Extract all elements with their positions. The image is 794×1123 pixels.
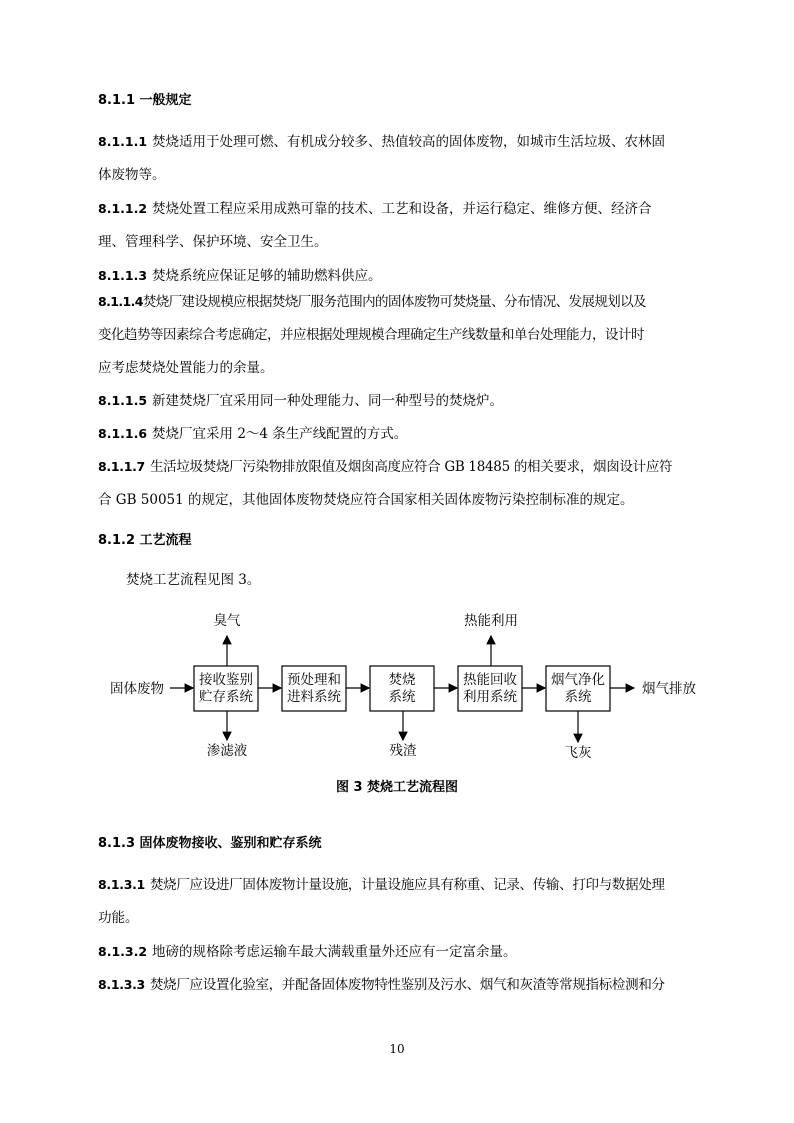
clause-8-1-3-2: 8.1.3.2 地磅的规格除考虑运输车最大满载重量外还应有一定富余量。 bbox=[98, 944, 517, 960]
clause-text: 应考虑焚烧处置能力的余量。 bbox=[98, 360, 274, 376]
box-label: 贮存系统 bbox=[199, 689, 253, 705]
box-label: 烟气净化 bbox=[551, 672, 605, 688]
box-label: 预处理和 bbox=[287, 672, 341, 688]
box-label: 接收鉴别 bbox=[199, 672, 253, 688]
label-input: 固体废物 bbox=[110, 681, 164, 697]
box-label: 利用系统 bbox=[463, 689, 517, 705]
section-heading-8-1-3: 8.1.3 固体废物接收、鉴别和贮存系统 bbox=[98, 836, 322, 851]
section-heading-8-1-1: 8.1.1 一般规定 bbox=[98, 93, 192, 108]
page-number: 10 bbox=[389, 1042, 405, 1056]
label-fly-ash: 飞灰 bbox=[564, 745, 592, 761]
clause-8-1-3-3: 8.1.3.3 焚烧厂应设置化验室，并配备固体废物特性鉴别及污水、烟气和灰渣等常规指标检测和分 bbox=[98, 977, 665, 993]
box-label: 系统 bbox=[388, 689, 416, 705]
box-label: 焚烧 bbox=[388, 672, 416, 688]
clause-8-1-1-1: 8.1.1.1 焚烧适用于处理可燃、有机成分较多、热值较高的固体废物，如城市生活垃圾、农林固 bbox=[98, 134, 666, 150]
clause-8-1-1-5: 8.1.1.5 新建焚烧厂宜采用同一种处理能力、同一种型号的焚烧炉。 bbox=[98, 393, 504, 409]
figure-caption: 图 3 焚烧工艺流程图 bbox=[335, 780, 459, 795]
clause-text: 功能。 bbox=[98, 910, 139, 926]
clause-text: 变化趋势等因素综合考虑确定，并应根据处理规模合理确定生产线数量和单台处理能力，设计时 bbox=[98, 327, 644, 343]
label-output: 烟气排放 bbox=[642, 681, 696, 697]
clause-8-1-1-7: 8.1.1.7 生活垃圾焚烧厂污染物排放限值及烟囱高度应符合 GB 18485 的相关要求，烟囱设计应符 bbox=[98, 459, 673, 475]
clause-8-1-1-2: 8.1.1.2 焚烧处置工程应采用成熟可靠的技术、工艺和设备，并运行稳定、维修方便、经济合 bbox=[98, 201, 652, 217]
clause-8-1-1-6: 8.1.1.6 焚烧厂宜采用 2～4 条生产线配置的方式。 bbox=[98, 426, 408, 442]
clause-text: 合 GB 50051 的规定，其他固体废物焚烧应符合国家相关固体废物污染控制标准的规定。 bbox=[98, 492, 634, 508]
clause-8-1-1-3: 8.1.1.3 焚烧系统应保证足够的辅助燃料供应。 bbox=[98, 268, 382, 284]
clause-text: 理、管理科学、保护环境、安全卫生。 bbox=[98, 234, 328, 250]
label-odor: 臭气 bbox=[213, 613, 241, 629]
clause-8-1-3-1: 8.1.3.1 焚烧厂应设进厂固体废物计量设施，计量设施应具有称重、记录、传输、打印与数据处理 bbox=[98, 877, 665, 893]
intro-text: 焚烧工艺流程见图 3。 bbox=[126, 572, 261, 588]
box-label: 进料系统 bbox=[287, 689, 341, 705]
box-label: 系统 bbox=[564, 689, 592, 705]
label-residue: 残渣 bbox=[389, 743, 417, 759]
clause-8-1-1-4: 8.1.1.4焚烧厂建设规模应根据焚烧厂服务范围内的固体废物可焚烧量、分布情况、发展规划以及 bbox=[98, 294, 646, 310]
clause-text: 体废物等。 bbox=[98, 167, 166, 183]
section-heading-8-1-2: 8.1.2 工艺流程 bbox=[98, 533, 192, 548]
box-label: 热能回收 bbox=[463, 672, 517, 688]
label-heat-use: 热能利用 bbox=[464, 613, 518, 629]
label-leachate: 渗滤液 bbox=[206, 743, 248, 759]
